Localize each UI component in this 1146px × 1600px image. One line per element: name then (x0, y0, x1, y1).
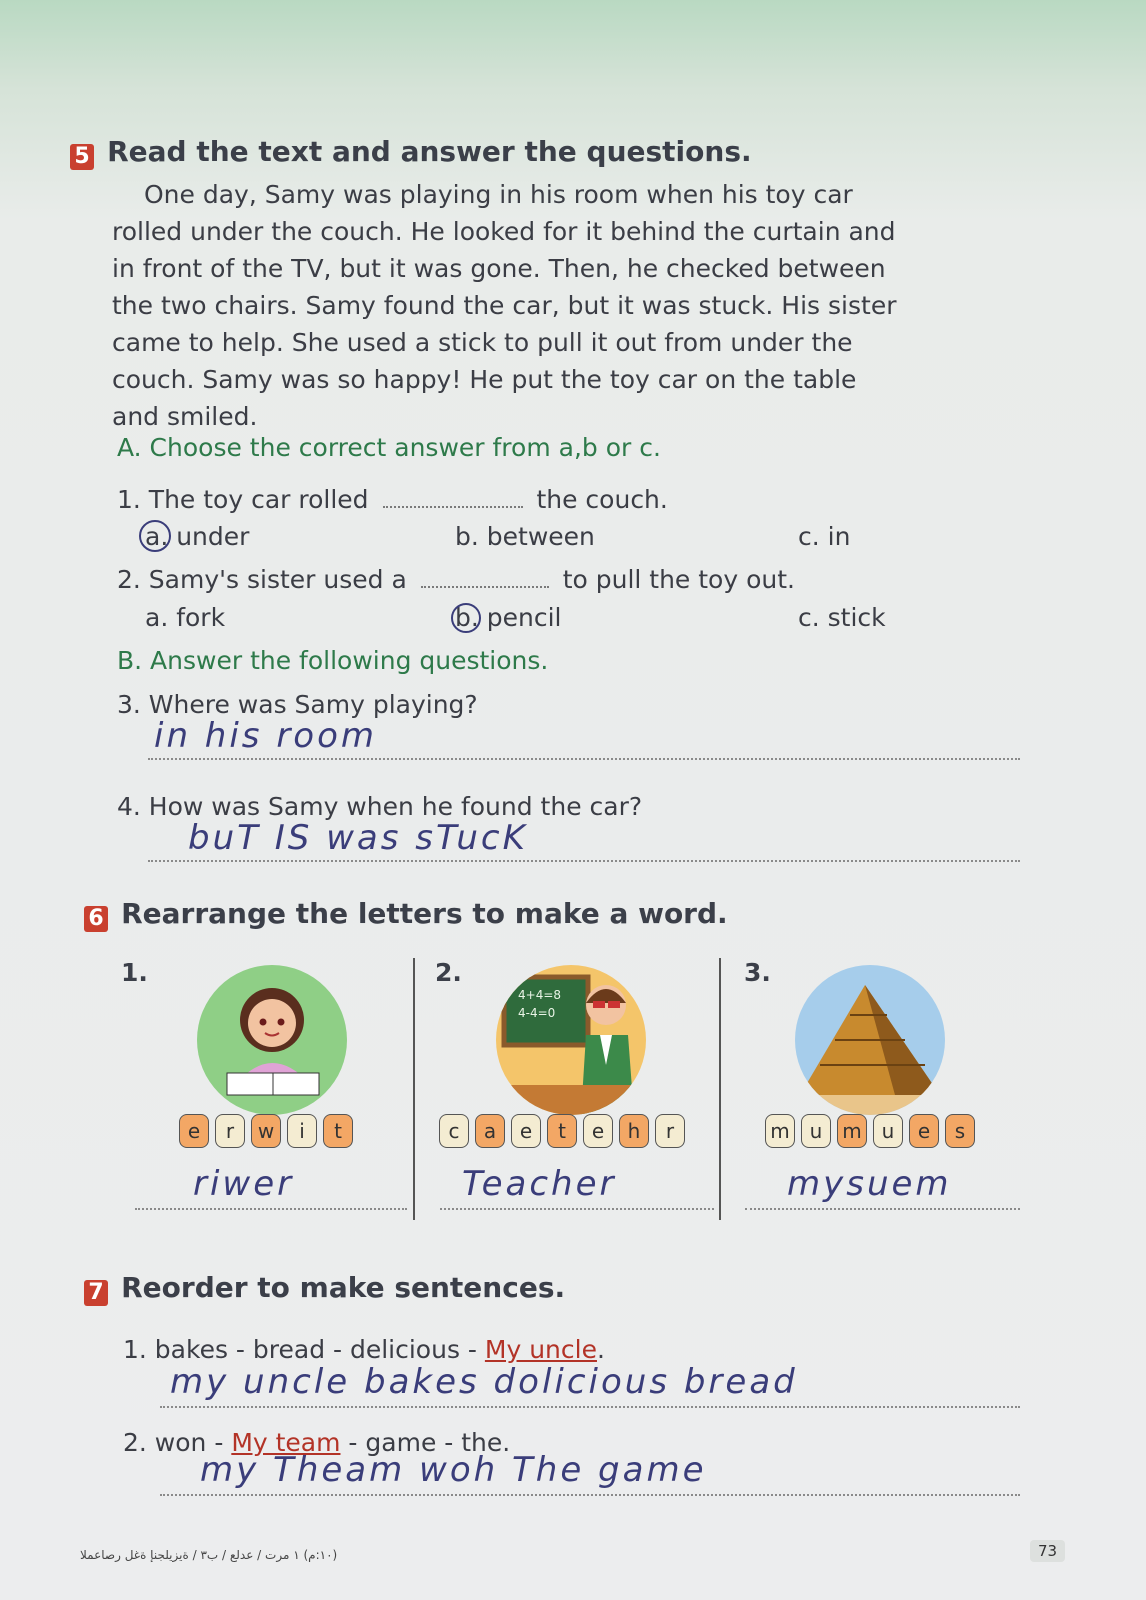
sentence-answer-line-1[interactable] (160, 1362, 1020, 1408)
q1-option-b[interactable]: b. between (455, 522, 595, 551)
q1-option-a[interactable] (145, 522, 249, 551)
answer-blank[interactable] (421, 586, 549, 588)
passage-line: the two chairs. Samy found the car, but it was stuck. His sister (112, 291, 897, 320)
option-label: b. pencil (455, 603, 562, 632)
passage-line: in front of the TV, but it was gone. Then, he checked between (112, 254, 886, 283)
part-a-heading: A. Choose the correct answer from a,b or c. (117, 433, 661, 462)
letter-tile[interactable]: e (511, 1114, 541, 1148)
word-answer-line-2[interactable] (440, 1164, 714, 1210)
answer-blank[interactable] (383, 506, 523, 508)
option-label: a. under (145, 522, 250, 551)
letter-tile[interactable]: m (765, 1114, 795, 1148)
teacher-image (496, 965, 646, 1115)
letter-tile[interactable]: e (179, 1114, 209, 1148)
letter-tile[interactable]: c (439, 1114, 469, 1148)
section-5-header (70, 135, 752, 170)
museum-image (795, 965, 945, 1115)
passage-line: came to help. She used a stick to pull it out from under the (112, 328, 853, 357)
letter-tile[interactable]: w (251, 1114, 281, 1148)
teacher-illustration (496, 965, 646, 1115)
letter-tile[interactable]: r (215, 1114, 245, 1148)
footer-publisher: (١٠:م) ١ مرت / عدلع / ب٣ / ةيزيلجنإ ةغل رصاعملا (80, 1548, 338, 1562)
sentence-answer-line-2[interactable] (160, 1450, 1020, 1496)
pyramid-museum-illustration (795, 965, 945, 1115)
letter-tile[interactable]: t (323, 1114, 353, 1148)
letter-tile[interactable]: u (873, 1114, 903, 1148)
section-number-badge: 5 (70, 144, 94, 170)
column-divider (413, 958, 415, 1220)
column-divider (719, 958, 721, 1220)
section-number-badge: 6 (84, 906, 108, 932)
question-4: 4. How was Samy when he found the car? (117, 792, 643, 821)
girl-writing-illustration (197, 965, 347, 1115)
passage-line: couch. Samy was so happy! He put the toy car on the table (112, 365, 857, 394)
question-2-text-end: to pull the toy out. (562, 565, 795, 594)
word-answer-line-1[interactable] (135, 1164, 407, 1210)
selection-circle (451, 603, 481, 633)
answer-line-4[interactable] (148, 818, 1020, 862)
sentence-1 (123, 1335, 605, 1364)
board-text: 4+4=8 (518, 988, 562, 1002)
letter-tile[interactable]: e (909, 1114, 939, 1148)
sentence-2-end: - game - the. (340, 1428, 511, 1457)
letter-tile[interactable]: e (583, 1114, 613, 1148)
reading-passage (112, 176, 1032, 435)
item-number: 1. (121, 958, 148, 987)
handwritten-answer: Teacher (462, 1164, 617, 1204)
page-number: 73 (1030, 1540, 1065, 1562)
question-2-text: 2. Samy's sister used a (117, 565, 407, 594)
item-number: 2. (435, 958, 462, 987)
letter-tiles (179, 1114, 359, 1148)
q2-option-a[interactable]: a. fork (145, 603, 226, 632)
handwritten-answer: my Theam woh The game (200, 1450, 707, 1490)
letter-tile[interactable]: s (945, 1114, 975, 1148)
letter-tiles (439, 1114, 691, 1148)
passage-line: rolled under the couch. He looked for it behind the curtain and (112, 217, 896, 246)
q2-option-c[interactable]: c. stick (798, 603, 886, 632)
section-title: Reorder to make sentences. (121, 1271, 566, 1304)
item-number: 3. (744, 958, 771, 987)
handwritten-answer: mysuem (787, 1164, 952, 1204)
letter-tiles (765, 1114, 981, 1148)
answer-line-3[interactable] (148, 716, 1020, 760)
letter-tile[interactable]: r (655, 1114, 685, 1148)
q2-option-b[interactable] (455, 603, 562, 632)
word-answer-line-3[interactable] (745, 1164, 1020, 1210)
section-7-header (84, 1271, 565, 1306)
handwritten-answer: my uncle bakes dolicious bread (170, 1362, 798, 1402)
sentence-2-words: 2. won - (123, 1428, 232, 1457)
section-title: Read the text and answer the questions. (107, 135, 752, 168)
question-2 (117, 565, 795, 594)
selection-circle (139, 520, 171, 552)
handwritten-answer: riwer (193, 1164, 295, 1204)
handwritten-answer: buT IS was sTucK (188, 818, 528, 858)
letter-tile[interactable]: u (801, 1114, 831, 1148)
board-text: 4-4=0 (518, 1006, 556, 1020)
letter-tile[interactable]: h (619, 1114, 649, 1148)
girl-writing-image (197, 965, 347, 1115)
part-b-heading: B. Answer the following questions. (117, 646, 549, 675)
sentence-1-subject: My uncle (484, 1335, 597, 1364)
passage-line: and smiled. (112, 402, 258, 431)
section-title: Rearrange the letters to make a word. (121, 897, 728, 930)
sentence-1-words: 1. bakes - bread - delicious - (123, 1335, 485, 1364)
handwritten-answer: in his room (154, 716, 378, 756)
section-6-header (84, 897, 728, 932)
letter-tile[interactable]: i (287, 1114, 317, 1148)
letter-tile[interactable]: a (475, 1114, 505, 1148)
question-1-text: 1. The toy car rolled (117, 485, 369, 514)
sentence-2-subject: My team (231, 1428, 341, 1457)
question-1 (117, 485, 668, 514)
question-1-text-end: the couch. (536, 485, 668, 514)
letter-tile[interactable]: m (837, 1114, 867, 1148)
sentence-1-end: . (596, 1335, 605, 1364)
question-3: 3. Where was Samy playing? (117, 690, 478, 719)
section-number-badge: 7 (84, 1280, 108, 1306)
letter-tile[interactable]: t (547, 1114, 577, 1148)
passage-line: One day, Samy was playing in his room when his toy car (144, 180, 853, 209)
q1-option-c[interactable]: c. in (798, 522, 851, 551)
